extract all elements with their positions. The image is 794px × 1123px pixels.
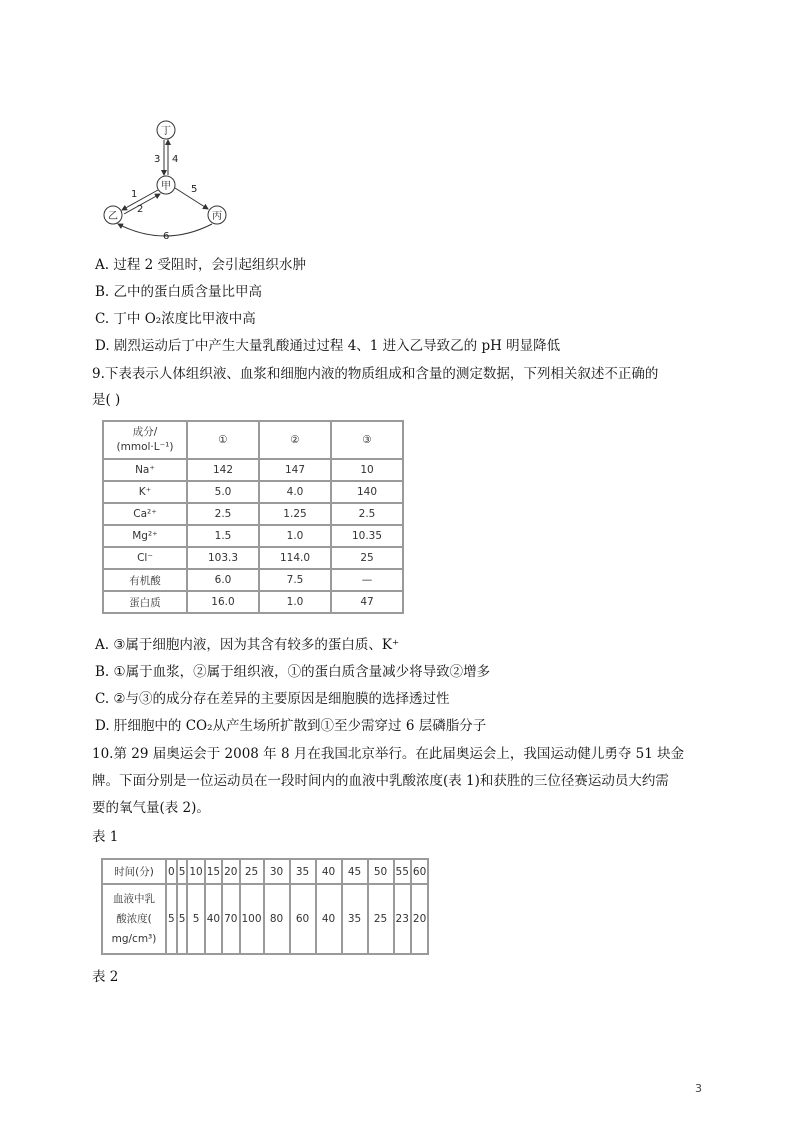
- table-cell: 25: [368, 884, 394, 954]
- table-cell: 5: [177, 884, 188, 954]
- table-cell: 25: [240, 859, 264, 884]
- arrow-label-6: 6: [163, 231, 170, 242]
- table-cell: 30: [264, 859, 290, 884]
- table-cell: 142: [187, 459, 259, 481]
- table-cell: 40: [316, 859, 342, 884]
- table-cell: 0: [166, 859, 177, 884]
- table-cell: 25: [331, 547, 403, 569]
- table-row: [103, 503, 403, 525]
- table-cell: 114.0: [259, 547, 331, 569]
- table-header-cell: ②: [259, 421, 331, 459]
- table-cell: 10.35: [331, 525, 403, 547]
- table-cell: 35: [290, 859, 316, 884]
- table-cell: Cl⁻: [103, 547, 187, 569]
- q10-stem-line1: 10.第 29 届奥运会于 2008 年 8 月在我国北京举行。在此届奥运会上，我国运动健儿勇夺 51 块金: [92, 746, 685, 762]
- table-cell: 60: [411, 859, 428, 884]
- table-cell: 100: [240, 884, 264, 954]
- table-header-row: [103, 421, 403, 459]
- node-bing: 丙: [212, 211, 222, 222]
- node-yi: 乙: [108, 211, 118, 222]
- node-ding: 丁: [161, 126, 171, 137]
- table-row: [103, 569, 403, 591]
- table-cell: 55: [394, 859, 411, 884]
- q9-option-a: A. ③属于细胞内液，因为其含有较多的蛋白质、K⁺: [95, 637, 400, 653]
- table-cell: 1.0: [259, 591, 331, 613]
- table-cell: 蛋白质: [103, 591, 187, 613]
- table-cell: 47: [331, 591, 403, 613]
- table-cell: 20: [411, 884, 428, 954]
- table-cell: 1.5: [187, 525, 259, 547]
- table-cell: 10: [187, 859, 204, 884]
- table-cell: 6.0: [187, 569, 259, 591]
- q9-stem-line1: 9.下表表示人体组织液、血浆和细胞内液的物质组成和含量的测定数据，下列相关叙述不正确的: [92, 366, 659, 382]
- q10-stem-line2: 牌。下面分别是一位运动员在一段时间内的血液中乳酸浓度(表 1)和获胜的三位径赛运动员大约需: [92, 773, 669, 789]
- q9-option-b: B. ①属于血浆，②属于组织液，①的蛋白质含量减少将导致②增多: [95, 664, 491, 680]
- table-header-cell: ①: [187, 421, 259, 459]
- table-cell: 23: [394, 884, 411, 954]
- table-row: [102, 884, 428, 954]
- table-cell: 45: [342, 859, 368, 884]
- table-cell: 有机酸: [103, 569, 187, 591]
- table-cell: 2.5: [331, 503, 403, 525]
- table-cell: 147: [259, 459, 331, 481]
- q8-option-b: B. 乙中的蛋白质含量比甲高: [95, 284, 263, 300]
- table-cell: 5.0: [187, 481, 259, 503]
- body-fluid-diagram: [100, 118, 260, 246]
- table-cell: 60: [290, 884, 316, 954]
- q8-option-c: C. 丁中 O₂浓度比甲液中高: [95, 311, 256, 327]
- table-cell: Mg²⁺: [103, 525, 187, 547]
- table-cell: 103.3: [187, 547, 259, 569]
- arrow-label-3: 3: [154, 154, 161, 165]
- table-cell: 140: [331, 481, 403, 503]
- table-row: [102, 859, 428, 884]
- table-cell: 4.0: [259, 481, 331, 503]
- table-header-cell: ③: [331, 421, 403, 459]
- table2-title: 表 2: [92, 969, 119, 985]
- arrow-label-1: 1: [131, 189, 138, 200]
- table-cell: 2.5: [187, 503, 259, 525]
- table-row: [103, 547, 403, 569]
- table-cell: 15: [205, 859, 222, 884]
- q9-option-c: C. ②与③的成分存在差异的主要原因是细胞膜的选择透过性: [95, 691, 450, 707]
- table-cell: 20: [222, 859, 239, 884]
- arrow-label-2: 2: [137, 204, 144, 215]
- q8-option-d: D. 剧烈运动后丁中产生大量乳酸通过过程 4、1 进入乙导致乙的 pH 明显降低: [95, 338, 561, 354]
- node-jia: 甲: [161, 181, 171, 192]
- arrow-label-5: 5: [191, 184, 198, 195]
- table-cell: 40: [316, 884, 342, 954]
- q10-table1: [101, 858, 429, 955]
- q9-stem-line2: 是( ): [92, 392, 121, 408]
- table-cell: 5: [187, 884, 204, 954]
- diagram-svg: [100, 118, 260, 246]
- table-row: [103, 591, 403, 613]
- table-cell: 50: [368, 859, 394, 884]
- table-cell: 80: [264, 884, 290, 954]
- table-cell: 35: [342, 884, 368, 954]
- table-cell: 5: [166, 884, 177, 954]
- table-cell: 10: [331, 459, 403, 481]
- table-cell: 1.0: [259, 525, 331, 547]
- table-row: [103, 525, 403, 547]
- q10-stem-line3: 要的氧气量(表 2)。: [92, 800, 210, 816]
- q9-table: [102, 420, 404, 614]
- table-cell: 16.0: [187, 591, 259, 613]
- table-cell: 40: [205, 884, 222, 954]
- table-cell: 5: [177, 859, 188, 884]
- table-row-label: 血液中乳 酸浓度( mg/cm³): [102, 884, 166, 954]
- table-cell: Na⁺: [103, 459, 187, 481]
- q8-option-a: A. 过程 2 受阻时，会引起组织水肿: [95, 257, 307, 273]
- table-row: [103, 481, 403, 503]
- table1-title: 表 1: [92, 829, 119, 845]
- table-cell: 1.25: [259, 503, 331, 525]
- table-cell: Ca²⁺: [103, 503, 187, 525]
- page-number: 3: [695, 1082, 702, 1095]
- arrow-label-4: 4: [172, 154, 179, 165]
- q9-option-d: D. 肝细胞中的 CO₂从产生场所扩散到①至少需穿过 6 层磷脂分子: [95, 718, 487, 734]
- table-cell: K⁺: [103, 481, 187, 503]
- table-cell: 7.5: [259, 569, 331, 591]
- table-cell: 70: [222, 884, 239, 954]
- table-row-label: 时间(分): [102, 859, 166, 884]
- table-header-cell: 成分/ (mmol·L⁻¹): [103, 421, 187, 459]
- table-row: [103, 459, 403, 481]
- table-cell: —: [331, 569, 403, 591]
